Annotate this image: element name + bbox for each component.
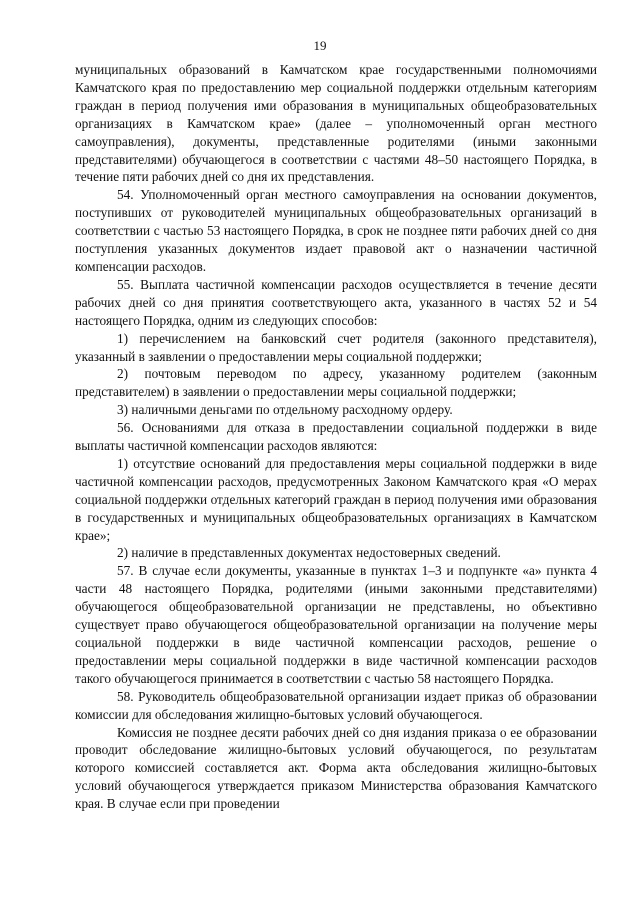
paragraph-57: 57. В случае если документы, указанные в пунктах 1–3 и подпункте «а» пункта 4 части 48 настоящего Порядка, родителями (иными законными представителями) обучающегося общеобразовательной организации не представлены, но объективно существует право обучающегося общеобразовательной организации на получение меры социальной поддержки в виде частичной компенсации расходов, решение о предоставлении меры социальной поддержки в виде частичной компенсации расходов такого обучающегося принимается в соответствии с частью 58 настоящего Порядка. bbox=[75, 563, 597, 686]
page-number: 19 bbox=[313, 38, 327, 53]
paragraph-continuation: муниципальных образований в Камчатском крае государственными полномочиями Камчатского края по предоставлению мер социальной поддержки отдельным категориям граждан в период получения ими образования в муниципальных общеобразовательных организациях в Камчатском крае» (далее – уполномоченный орган местного самоуправления), документы, представленные родителями (иными законными представителями) обучающегося в соответствии с частями 48–50 настоящего Порядка, в течение пяти рабочих дней со дня их представления. bbox=[75, 62, 597, 185]
paragraph-55: 55. Выплата частичной компенсации расходов осуществляется в течение десяти рабочих дней со дня принятия соответствующего акта, указанного в частях 52 и 54 настоящего Порядка, одним из следующих способов: bbox=[75, 276, 597, 328]
paragraph-55-item-1: 1) перечислением на банковский счет родителя (законного представителя), указанный в заявлении о предоставлении меры социальной поддержки; bbox=[75, 330, 597, 364]
paragraph-58: 58. Руководитель общеобразовательной организации издает приказ об образовании комиссии для обследования жилищно-бытовых условий обучающегося. bbox=[75, 688, 597, 722]
paragraph-58-commission: Комиссия не позднее десяти рабочих дней со дня издания приказа о ее образовании проводит обследование жилищно-бытовых условий обучающегося, по результатам которого комиссией составляется акт. Форма акта обследования жилищно-бытовых условий обучающегося утверждается приказом Министерства образования Камчатского края. В случае если при проведении bbox=[75, 724, 597, 812]
document-body bbox=[75, 61, 597, 813]
paragraph-56-item-1: 1) отсутствие оснований для предоставления меры социальной поддержки в виде частичной компенсации расходов, предусмотренных Законом Камчатского края «О мерах социальной поддержки отдельных категорий граждан в период получения ими образования в государственных и муниципальных общеобразовательных организациях в Камчатском крае»; bbox=[75, 455, 597, 543]
paragraph-55-item-3: 3) наличными деньгами по отдельному расходному ордеру. bbox=[117, 402, 453, 418]
paragraph-54: 54. Уполномоченный орган местного самоуправления на основании документов, поступивших от руководителей муниципальных общеобразовательных организаций в соответствии с частью 53 настоящего Порядка, в срок не позднее пяти рабочих дней со дня поступления указанных документов издает правовой акт о назначении частичной компенсации расходов. bbox=[75, 187, 597, 274]
paragraph-56: 56. Основаниями для отказа в предоставлении социальной поддержки в виде выплаты частичной компенсации расходов являются: bbox=[75, 420, 597, 454]
paragraph-56-item-2: 2) наличие в представленных документах недостоверных сведений. bbox=[117, 545, 501, 561]
paragraph-55-item-2: 2) почтовым переводом по адресу, указанному родителем (законным представителем) в заявлении о предоставлении меры социальной поддержки; bbox=[75, 366, 597, 400]
